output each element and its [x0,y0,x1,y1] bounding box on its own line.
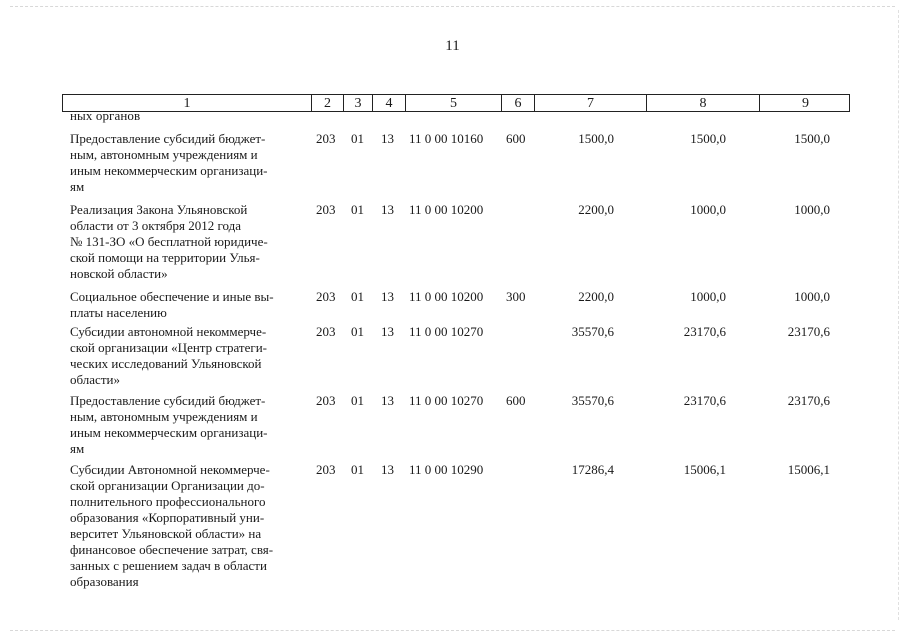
scan-edge-bottom [10,630,895,632]
cell-col-7: 2200,0 [578,289,614,304]
cell-col-8: 23170,6 [683,324,726,339]
row-name: Предоставление субсидий бюджет- ным, автономным учреждениям и иным некоммерческим организаци- ям [70,131,268,194]
cell-col-5: 11 0 00 10160 [409,131,484,146]
header-col-3: 3 [343,95,372,111]
cell-col-2: 203 [316,462,336,477]
cell-col-5: 11 0 00 10270 [409,324,484,339]
scan-edge-right [898,10,900,620]
cell-col-2: 203 [316,324,336,339]
row-name: Субсидии автономной некоммерче- ской организации «Центр стратеги- ческих исследований Ульяновской области» [70,324,267,387]
cell-col-4: 13 [381,202,394,217]
cell-col-5: 11 0 00 10200 [409,289,484,304]
cell-col-8: 15006,1 [683,462,726,477]
cell-col-7: 35570,6 [571,393,614,408]
page-number: 11 [445,38,460,54]
cell-col-6: 600 [506,393,526,408]
cell-col-3: 01 [351,462,364,477]
cell-col-8: 1500,0 [690,131,726,146]
table-header [62,94,850,112]
cell-col-3: 01 [351,202,364,217]
cell-col-9: 1500,0 [794,131,830,146]
cell-col-9: 23170,6 [787,324,830,339]
header-col-8: 8 [646,95,759,111]
cell-col-7: 1500,0 [578,131,614,146]
header-col-5: 5 [405,95,501,111]
cell-col-8: 1000,0 [690,202,726,217]
cell-col-3: 01 [351,289,364,304]
header-col-6: 6 [501,95,534,111]
header-col-7: 7 [534,95,646,111]
cell-col-8: 1000,0 [690,289,726,304]
row-name: Реализация Закона Ульяновской области от 3 октября 2012 года № 131-ЗО «О бесплатной юридиче- ской помощи на территории Улья- новской области» [70,202,268,281]
cell-col-9: 1000,0 [794,289,830,304]
cell-col-5: 11 0 00 10270 [409,393,484,408]
cell-col-4: 13 [381,131,394,146]
cell-col-2: 203 [316,202,336,217]
continuation-text: ных органов [70,108,141,123]
header-col-9: 9 [759,95,851,111]
cell-col-4: 13 [381,289,394,304]
cell-col-4: 13 [381,324,394,339]
cell-col-9: 15006,1 [787,462,830,477]
cell-col-7: 35570,6 [571,324,614,339]
cell-col-6: 300 [506,289,526,304]
cell-col-5: 11 0 00 10200 [409,202,484,217]
cell-col-3: 01 [351,131,364,146]
row-name: Социальное обеспечение и иные вы- платы населению [70,289,274,320]
cell-col-5: 11 0 00 10290 [409,462,484,477]
header-col-1: 1 [183,96,191,111]
cell-col-4: 13 [381,393,394,408]
cell-col-7: 2200,0 [578,202,614,217]
cell-col-3: 01 [351,324,364,339]
cell-col-4: 13 [381,462,394,477]
cell-col-8: 23170,6 [683,393,726,408]
cell-col-7: 17286,4 [571,462,614,477]
cell-col-3: 01 [351,393,364,408]
cell-col-2: 203 [316,131,336,146]
row-name: Субсидии Автономной некоммерче- ской организации Организации до- полнительного профессионального образования «Корпоративный уни- верситет Ульяновской области» на финансовое обеспечение затрат, свя- занных с решением задач в области образования [70,462,274,589]
header-col-2: 2 [311,95,343,111]
cell-col-6: 600 [506,131,526,146]
row-name: Предоставление субсидий бюджет- ным, автономным учреждениям и иным некоммерческим организаци- ям [70,393,268,456]
cell-col-9: 23170,6 [787,393,830,408]
cell-col-2: 203 [316,393,336,408]
header-col-4: 4 [372,95,405,111]
scan-edge-top [10,6,895,8]
cell-col-2: 203 [316,289,336,304]
cell-col-9: 1000,0 [794,202,830,217]
